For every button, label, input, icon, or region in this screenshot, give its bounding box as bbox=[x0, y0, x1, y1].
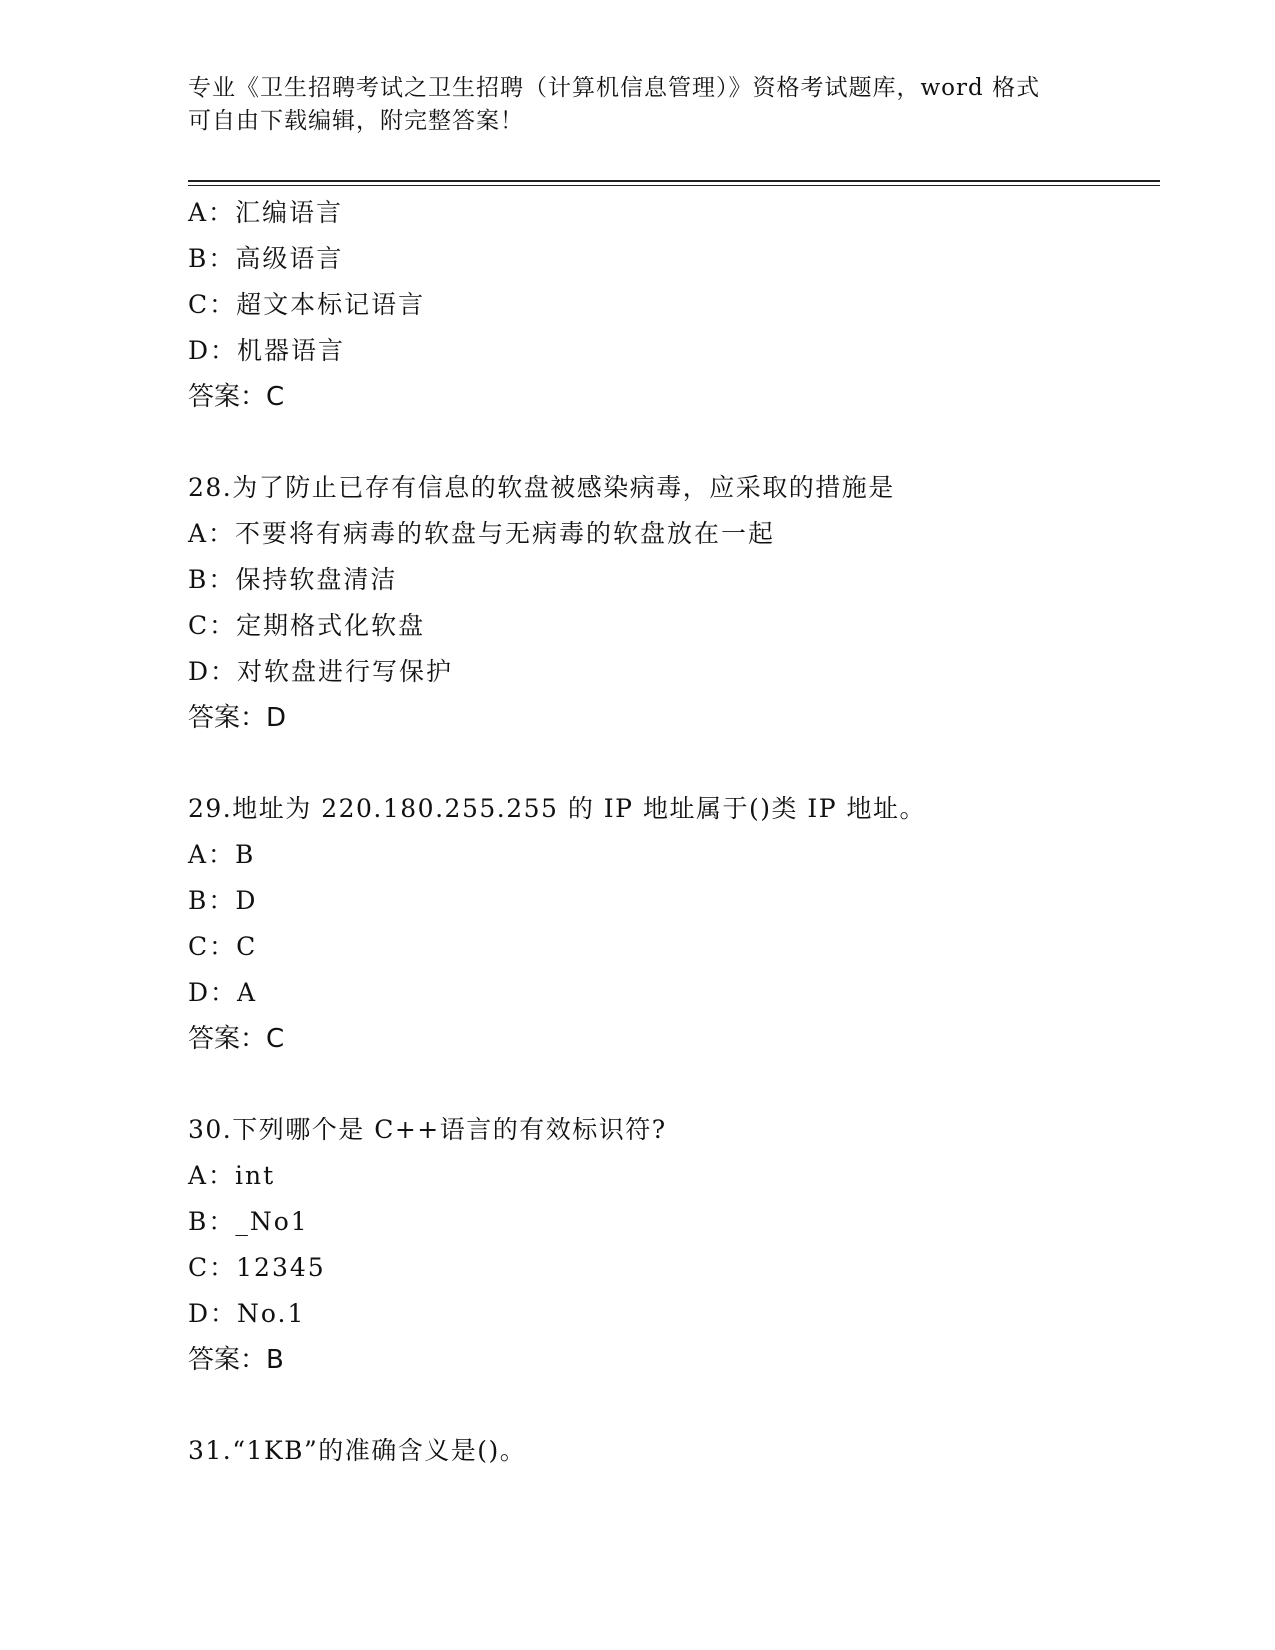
question-stem: 28.为了防止已存有信息的软盘被感染病毒，应采取的措施是 bbox=[188, 473, 895, 502]
answer: 答案：C bbox=[188, 1024, 285, 1054]
question-28 bbox=[188, 465, 1148, 741]
option-c: C：定期格式化软盘 bbox=[188, 611, 426, 640]
option-c: C：C bbox=[188, 932, 258, 961]
option-c: C：12345 bbox=[188, 1253, 326, 1282]
question-stem: 30.下列哪个是 C++语言的有效标识符? bbox=[188, 1115, 667, 1144]
option-a: A：汇编语言 bbox=[188, 198, 344, 227]
option-d: D：A bbox=[188, 978, 258, 1007]
header-divider bbox=[188, 180, 1160, 182]
question-list bbox=[188, 190, 1148, 1474]
header-divider-thin bbox=[188, 185, 1160, 186]
question-31 bbox=[188, 1428, 1148, 1474]
option-b: B：高级语言 bbox=[188, 244, 344, 273]
question-30 bbox=[188, 1107, 1148, 1383]
option-c: C：超文本标记语言 bbox=[188, 290, 426, 319]
question-stem: 31.“1KB”的准确含义是()。 bbox=[188, 1436, 527, 1465]
option-d: D：No.1 bbox=[188, 1299, 306, 1328]
option-b: B：D bbox=[188, 886, 258, 915]
option-a: A：不要将有病毒的软盘与无病毒的软盘放在一起 bbox=[188, 519, 776, 548]
question-27-continued bbox=[188, 190, 1148, 420]
option-d: D：对软盘进行写保护 bbox=[188, 657, 454, 686]
header-line-2: 可自由下载编辑，附完整答案！ bbox=[188, 108, 524, 134]
option-b: B：_No1 bbox=[188, 1207, 309, 1236]
option-a: A：B bbox=[188, 840, 256, 869]
document-header bbox=[188, 72, 1088, 138]
question-stem: 29.地址为 220.180.255.255 的 IP 地址属于()类 IP 地址。 bbox=[188, 794, 927, 823]
option-d: D：机器语言 bbox=[188, 336, 346, 365]
option-b: B：保持软盘清洁 bbox=[188, 565, 398, 594]
answer: 答案：C bbox=[188, 382, 285, 412]
question-29 bbox=[188, 786, 1148, 1062]
header-line-1: 专业《卫生招聘考试之卫生招聘（计算机信息管理）》资格考试题库，word 格式 bbox=[188, 75, 1041, 101]
answer: 答案：D bbox=[188, 703, 287, 733]
answer: 答案：B bbox=[188, 1345, 284, 1375]
option-a: A：int bbox=[188, 1161, 276, 1190]
